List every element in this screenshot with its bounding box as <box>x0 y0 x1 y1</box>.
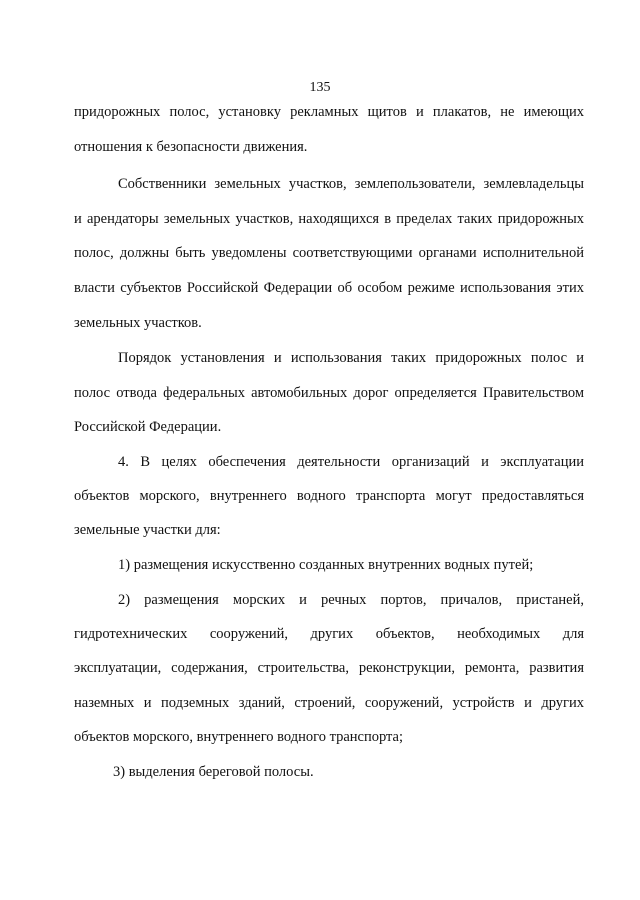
text-line: гидротехнических сооружений, других объектов, необходимых для <box>74 626 584 642</box>
text-line: и арендаторы земельных участков, находящихся в пределах таких придорожных <box>74 211 584 227</box>
text-line: 2) размещения морских и речных портов, причалов, пристаней, <box>118 592 584 608</box>
text-line: 3) выделения береговой полосы. <box>113 764 314 780</box>
text-line: полос, должны быть уведомлены соответствующими органами исполнительной <box>74 245 584 261</box>
text-line: 4. В целях обеспечения деятельности организаций и эксплуатации <box>118 454 584 470</box>
text-line: объектов морского, внутреннего водного транспорта могут предоставляться <box>74 488 584 504</box>
text-line: Собственники земельных участков, землепользователи, землевладельцы <box>118 176 584 192</box>
text-line: придорожных полос, установку рекламных щитов и плакатов, не имеющих <box>74 104 584 120</box>
text-line: Порядок установления и использования таких придорожных полос и <box>118 350 584 366</box>
text-line: полос отвода федеральных автомобильных дорог определяется Правительством <box>74 385 584 401</box>
text-line: земельных участков. <box>74 315 202 331</box>
text-line: объектов морского, внутреннего водного транспорта; <box>74 729 404 745</box>
text-line: отношения к безопасности движения. <box>74 139 308 155</box>
text-line: земельные участки для: <box>74 522 221 538</box>
page-number: 135 <box>309 80 331 95</box>
text-line: Российской Федерации. <box>74 419 222 435</box>
text-line: власти субъектов Российской Федерации об особом режиме использования этих <box>74 280 584 296</box>
text-line: 1) размещения искусственно созданных внутренних водных путей; <box>118 557 534 573</box>
text-line: наземных и подземных зданий, строений, сооружений, устройств и других <box>74 695 584 711</box>
text-line: эксплуатации, содержания, строительства, реконструкции, ремонта, развития <box>74 660 584 676</box>
